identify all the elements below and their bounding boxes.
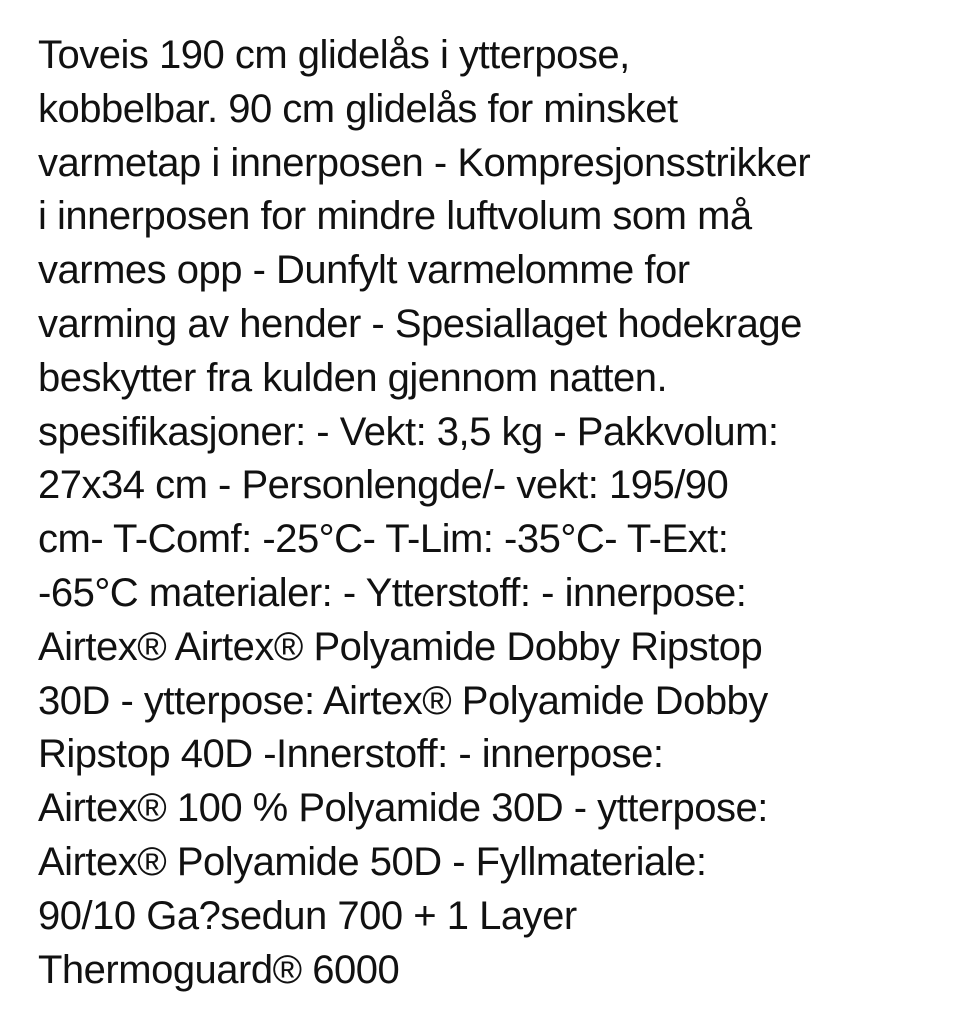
product-description [38,29,938,997]
description-line: 27x34 cm - Personlengde/- vekt: 195/90 [38,463,729,508]
description-line: -65°C materialer: - Ytterstoff: - innerpose: [38,570,747,615]
description-line: i innerposen for mindre luftvolum som må [38,194,752,239]
description-line: varmetap i innerposen - Kompresjonsstrikker [38,140,811,185]
description-line: kobbelbar. 90 cm glidelås for minsket [38,86,678,131]
description-line: varmes opp - Dunfylt varmelomme for [38,248,690,293]
description-line: Ripstop 40D -Innerstoff: - innerpose: [38,732,664,777]
description-line: Toveis 190 cm glidelås i ytterpose, [38,33,630,77]
description-line: cm- T-Comf: -25°C- T-Lim: -35°C- T-Ext: [38,517,729,562]
description-line: spesifikasjoner: - Vekt: 3,5 kg - Pakkvolum: [38,409,779,454]
description-line: Thermoguard® 6000 [38,947,400,992]
description-line: Airtex® Polyamide 50D - Fyllmateriale: [38,839,707,884]
description-line: 90/10 Ga?sedun 700 + 1 Layer [38,893,577,938]
description-line: beskytter fra kulden gjennom natten. [38,355,668,400]
description-line: varming av hender - Spesiallaget hodekrage [38,301,802,346]
description-line: Airtex® Airtex® Polyamide Dobby Ripstop [38,624,763,669]
description-line: Airtex® 100 % Polyamide 30D - ytterpose: [38,786,768,831]
description-line: 30D - ytterpose: Airtex® Polyamide Dobby [38,678,768,723]
